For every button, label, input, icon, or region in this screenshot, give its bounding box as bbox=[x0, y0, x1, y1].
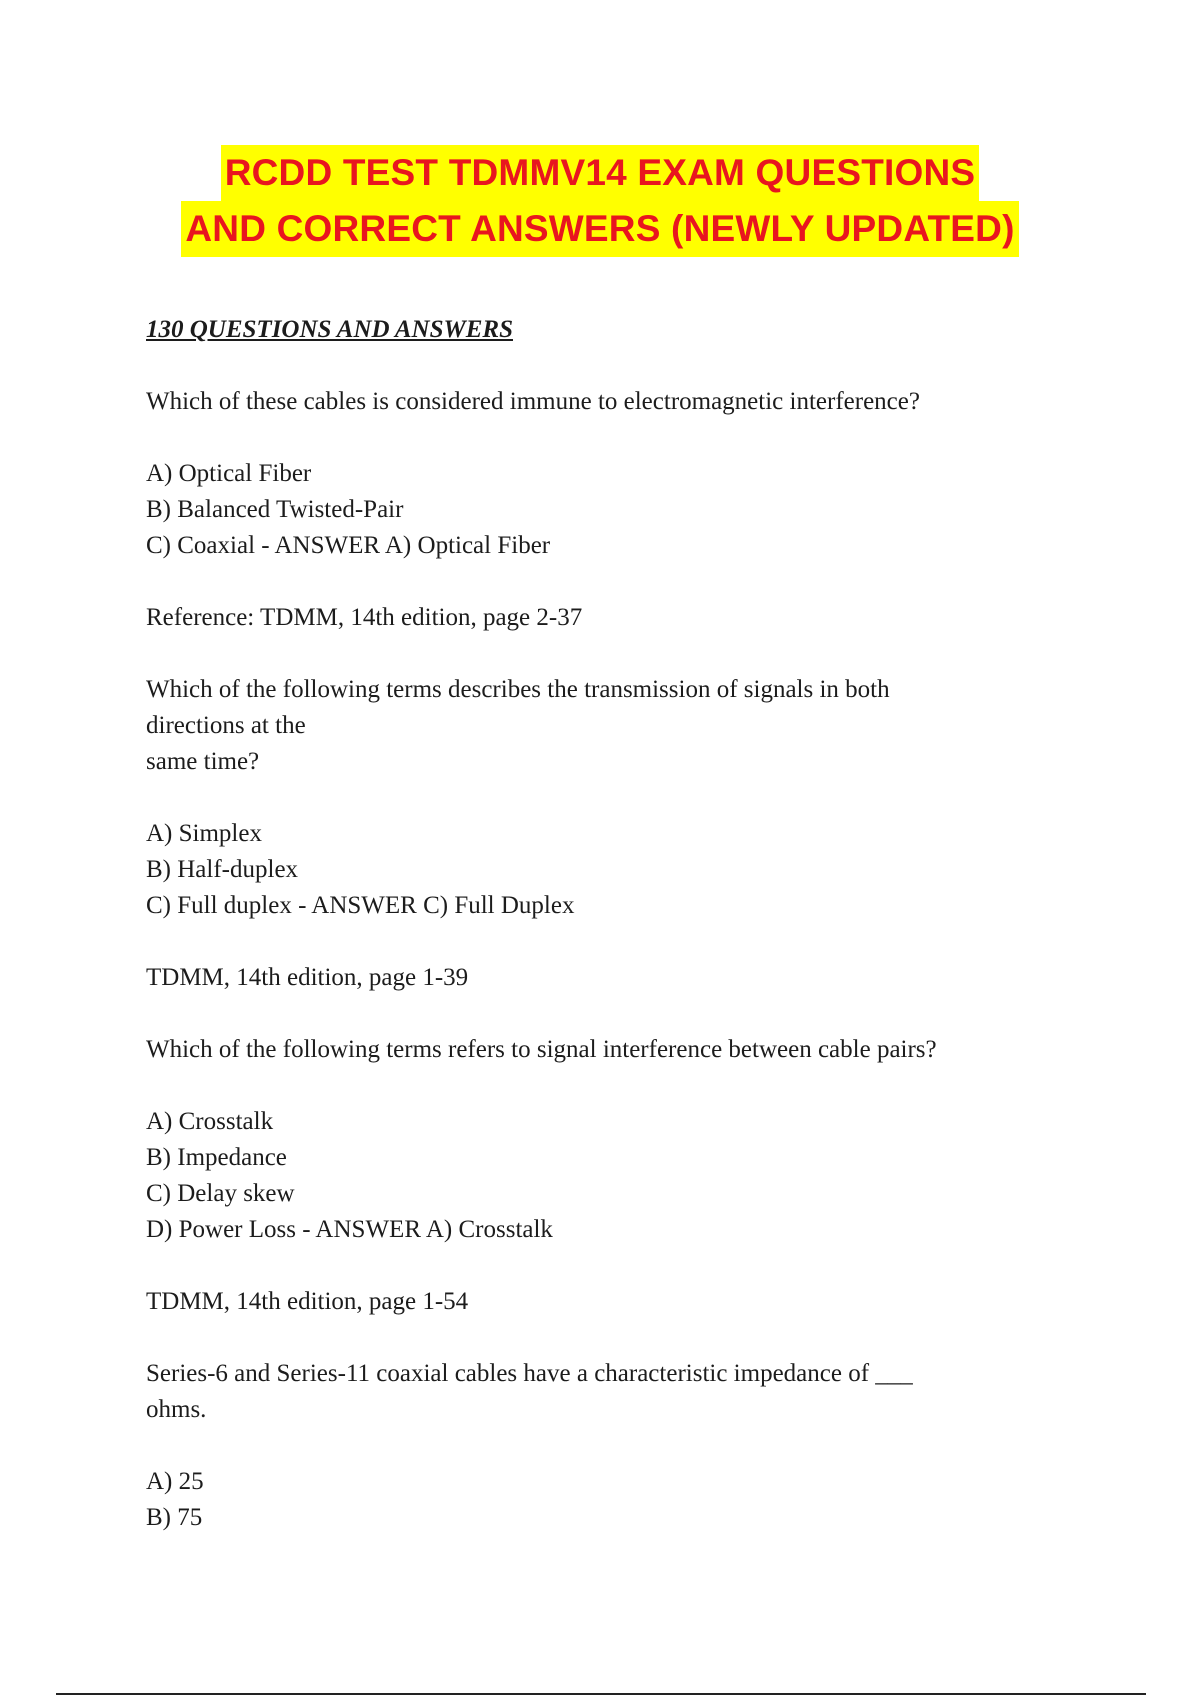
question-2-reference: TDMM, 14th edition, page 1-39 bbox=[146, 964, 469, 991]
question-3-option-b: B) Impedance bbox=[146, 1144, 287, 1171]
title-line-1: RCDD TEST TDMMV14 EXAM QUESTIONS bbox=[221, 145, 980, 201]
question-2-option-b: B) Half-duplex bbox=[146, 856, 299, 883]
question-4-option-a: A) 25 bbox=[146, 1468, 204, 1495]
question-2-option-a: A) Simplex bbox=[146, 820, 262, 847]
question-3-option-d-answer: D) Power Loss - ANSWER A) Crosstalk bbox=[146, 1216, 553, 1243]
question-4-line-1: Series-6 and Series-11 coaxial cables have a characteristic impedance of ___ bbox=[146, 1360, 913, 1387]
document-title bbox=[0, 145, 1200, 257]
question-2-line-3: same time? bbox=[146, 748, 260, 775]
question-1-options bbox=[146, 456, 1066, 564]
document-body bbox=[146, 312, 1066, 1572]
question-1-option-b: B) Balanced Twisted-Pair bbox=[146, 496, 404, 523]
title-line-2: AND CORRECT ANSWERS (NEWLY UPDATED) bbox=[181, 201, 1018, 257]
question-2-option-c-answer: C) Full duplex - ANSWER C) Full Duplex bbox=[146, 892, 575, 919]
question-1-option-c-answer: C) Coaxial - ANSWER A) Optical Fiber bbox=[146, 532, 551, 559]
question-1-reference: Reference: TDMM, 14th edition, page 2-37 bbox=[146, 604, 583, 631]
section-subtitle: 130 QUESTIONS AND ANSWERS bbox=[146, 316, 513, 343]
question-2-text bbox=[146, 672, 1066, 780]
question-3-options bbox=[146, 1104, 1066, 1248]
question-4-option-b: B) 75 bbox=[146, 1504, 203, 1531]
question-3-option-a: A) Crosstalk bbox=[146, 1108, 274, 1135]
question-4-text bbox=[146, 1356, 1066, 1428]
question-2-options bbox=[146, 816, 1066, 924]
question-1-text: Which of these cables is considered immune to electromagnetic interference? bbox=[146, 388, 920, 415]
question-2-line-2: directions at the bbox=[146, 712, 306, 739]
question-3-reference: TDMM, 14th edition, page 1-54 bbox=[146, 1288, 469, 1315]
question-1-option-a: A) Optical Fiber bbox=[146, 460, 312, 487]
question-3-option-c: C) Delay skew bbox=[146, 1180, 295, 1207]
question-2-line-1: Which of the following terms describes the transmission of signals in both bbox=[146, 676, 890, 703]
question-3-text: Which of the following terms refers to signal interference between cable pairs? bbox=[146, 1036, 937, 1063]
question-4-options bbox=[146, 1464, 1066, 1536]
page-bottom-divider bbox=[56, 1693, 1146, 1695]
question-4-line-2: ohms. bbox=[146, 1396, 207, 1423]
